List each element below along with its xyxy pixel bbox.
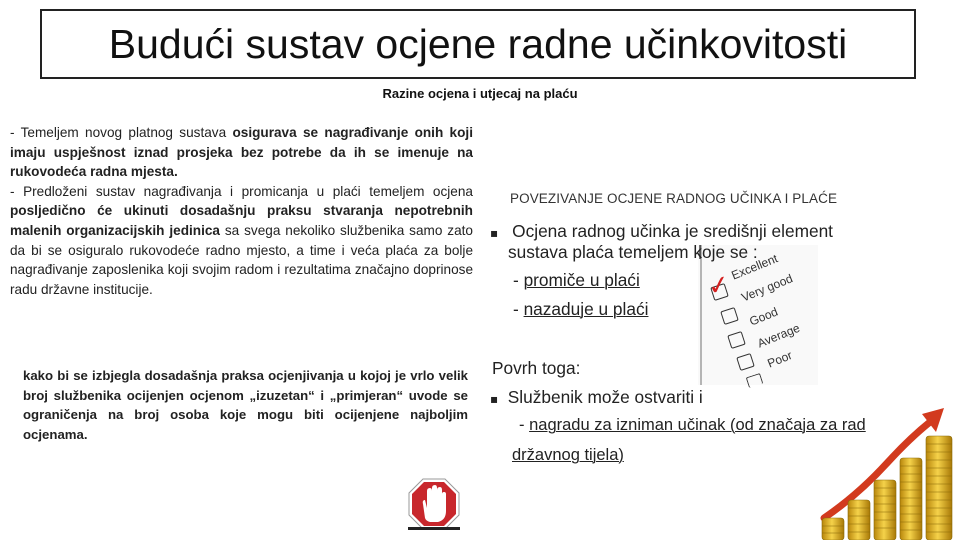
bullet1-line1: Ocjena radnog učinka je središnji element (512, 221, 833, 241)
p1-part-c: - Predloženi sustav nagrađivanja i promicanja u plaći temeljem ocjena (10, 183, 473, 199)
rating-label-poor: Poor (765, 348, 795, 371)
page-subtitle: Razine ocjena i utjecaj na plaću (382, 86, 578, 101)
square-bullet-icon: ▪ (490, 226, 499, 240)
dash: - (513, 299, 524, 319)
p1-part-e: sa svega nekoliko službenika samo zato da bi se osiguralo rukovodeće radno mjesto, a time i veća plaća za bolje nagrađivanje zaposlenika koji svojim radom i rezultatima značajno doprinose radu državne institucije. (10, 222, 473, 297)
p1-part-d: posljedično će ukinuti dosadašnju praksu stvaranja nepotrebnih malenih organizacijskih jedinica (10, 203, 473, 238)
rating-label-very-good: Very good (739, 271, 795, 305)
nazaduje-text: nazaduje u plaći (523, 299, 649, 319)
rating-label-average: Average (755, 320, 802, 351)
drz-text: državnog tijela) (512, 446, 624, 464)
rating-label-excellent: Excellent (729, 251, 780, 283)
bullet-central-element (490, 222, 890, 262)
bullet-sluzbenik (490, 387, 703, 408)
p1-part-b: osigurava se nagrađivanje onih koji imaju uspješnost iznad prosjeka bez potrebe da ih se imenuje na rukovodeća radna mjesta. (10, 125, 473, 180)
rating-label-good: Good (747, 304, 780, 329)
povrh-label: Povrh toga: (492, 358, 581, 378)
bullet2-text: Službenik može ostvariti i (507, 387, 703, 407)
item-nazaduje (513, 299, 648, 320)
section-heading: POVEZIVANJE OCJENE RADNOG UČINKA I PLAĆE (510, 191, 838, 206)
bullet1-line2: sustava plaća temeljem koje se : (508, 242, 758, 262)
item-nagradu (519, 416, 866, 435)
nagradu-text: nagradu za izniman učinak (od značaja za rad (529, 416, 866, 434)
left-paragraph-2: kako bi se izbjegla dosadašnja praksa ocjenjivanja u kojoj je vrlo velik broj službenika ocijenjen ocjenom „izuzetan“ i „primjeran“ uvode se ograničenja na broj osoba koje mogu biti ocijenjene najboljim ocjenama. (23, 368, 468, 442)
stop-hand-icon (408, 478, 460, 530)
promice-text: promiče u plaći (523, 270, 640, 290)
rating-checklist-illustration (698, 245, 818, 385)
square-bullet-icon: ▪ (490, 392, 499, 406)
p1-part-a: - Temeljem novog platnog sustava (10, 125, 233, 140)
item-drzavnog-tijela (488, 446, 624, 465)
dash: - (519, 416, 530, 434)
item-promice (513, 270, 640, 291)
page-title: Budući sustav ocjene radne učinkovitosti (40, 9, 916, 79)
left-paragraph-1 (10, 123, 473, 299)
red-check-mark: ✓ (705, 269, 733, 303)
dash: - (513, 270, 524, 290)
